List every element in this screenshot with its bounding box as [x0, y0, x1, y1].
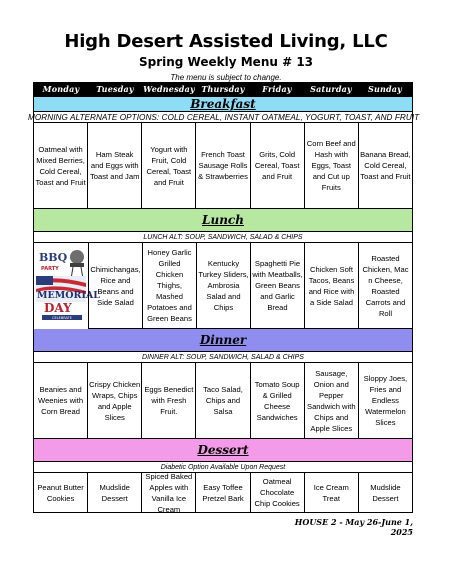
- lunch-friday: Spaghetti Pie with Meatballs, Green Beans and Garlic Bread: [250, 243, 304, 328]
- dinner-saturday: Sausage, Onion and Pepper Sandwich with Chips and Apple Slices: [304, 363, 358, 438]
- lunch-label: Lunch: [202, 213, 244, 227]
- dessert-thursday: Easy Toffee Pretzel Bark: [195, 473, 249, 512]
- dinner-thursday: Taco Salad, Chips and Salsa: [195, 363, 249, 438]
- breakfast-sunday: Banana Bread, Cold Cereal, Toast and Fruit: [358, 123, 412, 208]
- breakfast-row: [34, 122, 412, 208]
- dessert-diabetic-note: Diabetic Option Available Upon Request: [34, 461, 412, 472]
- dinner-wednesday: Eggs Benedict with Fresh Fruit.: [141, 363, 195, 438]
- breakfast-tuesday: Ham Steak and Eggs with Toast and Jam: [87, 123, 141, 208]
- dessert-row: [34, 472, 412, 512]
- breakfast-band: [34, 96, 412, 111]
- lunch-tuesday: Chimichangas, Rice and Beans and Side Salad: [88, 243, 142, 328]
- dinner-row: [34, 362, 412, 438]
- dessert-friday: Oatmeal Chocolate Chip Cookies: [250, 473, 304, 512]
- dinner-sunday: Sloppy Joes, Fries and Endless Watermelon Slices: [358, 363, 412, 438]
- day-saturday: Saturday: [310, 84, 352, 94]
- menu-grid: [28, 82, 420, 514]
- dinner-monday: Beanies and Weenies with Corn Bread: [38, 385, 84, 416]
- day-thursday: Thursday: [201, 84, 245, 94]
- lunch-monday-holiday-image: [34, 243, 100, 328]
- page-title: High Desert Assisted Living, LLC: [64, 31, 388, 52]
- breakfast-label: Breakfast: [190, 97, 256, 111]
- lunch-row: [34, 242, 412, 328]
- svg-text:CELEBRATE: CELEBRATE: [52, 315, 72, 320]
- dinner-band: [34, 328, 412, 351]
- dessert-sunday: Mudslide Dessert: [358, 473, 412, 512]
- dinner-tuesday: Crispy Chicken Wraps, Chips and Apple Slices: [87, 363, 141, 438]
- bbq-party-memorial-day-image: [34, 243, 100, 329]
- lunch-saturday: Chicken Soft Tacos, Beans and Rice with a Side Salad: [304, 243, 358, 328]
- dessert-tuesday: Mudslide Dessert: [87, 473, 141, 512]
- svg-text:PARTY: PARTY: [41, 265, 59, 272]
- day-monday: Monday: [42, 84, 80, 94]
- breakfast-saturday: Corn Beef and Hash with Eggs, Toast and Cut up Fruits: [304, 123, 358, 208]
- lunch-alt-options: LUNCH ALT: SOUP, SANDWICH, SALAD & CHIPS: [34, 231, 412, 242]
- day-friday: Friday: [262, 84, 292, 94]
- dessert-band: [34, 438, 412, 461]
- svg-text:MEMORIAL: MEMORIAL: [37, 289, 100, 301]
- lunch-band: [34, 208, 412, 231]
- dinner-alt-options: DINNER ALT: SOUP, SANDWICH, SALAD & CHIPS: [34, 351, 412, 362]
- lunch-thursday: Kentucky Turkey Sliders, Ambrosia Salad and Chips: [196, 243, 250, 328]
- day-sunday: Sunday: [367, 84, 403, 94]
- day-tuesday: Tuesday: [96, 84, 134, 94]
- dessert-wednesday: Spiced Baked Apples with Vanilla Ice Cream: [141, 473, 195, 512]
- subject-to-change-note: The menu is subject to change.: [170, 73, 282, 82]
- breakfast-wednesday: Yogurt with Fruit, Cold Cereal, Toast and Fruit: [141, 123, 195, 208]
- lunch-sunday: Roasted Chicken, Mac n Cheese, Roasted Carrots and Roll: [358, 243, 412, 328]
- lunch-wednesday: Honey Garlic Grilled Chicken Thighs, Mashed Potatoes and Green Beans: [142, 243, 196, 328]
- dinner-label: Dinner: [199, 333, 247, 347]
- dessert-label: Dessert: [197, 443, 249, 457]
- dinner-friday: Tomato Soup & Grilled Cheese Sandwiches: [250, 363, 304, 438]
- breakfast-thursday: French Toast Sausage Rolls & Strawberries: [195, 123, 249, 208]
- dessert-monday: Peanut Butter Cookies: [37, 482, 84, 503]
- breakfast-friday: Grits, Cold Cereal, Toast and Fruit: [250, 123, 304, 208]
- breakfast-monday: Oatmeal with Mixed Berries, Cold Cereal, Toast and Fruit: [35, 144, 86, 187]
- menu-subtitle: Spring Weekly Menu # 13: [138, 55, 314, 69]
- dessert-saturday: Ice Cream Treat: [304, 473, 358, 512]
- day-header-row: [34, 83, 412, 96]
- day-wednesday: Wednesday: [143, 84, 195, 94]
- svg-text:DAY: DAY: [44, 300, 72, 315]
- svg-text:BBQ: BBQ: [39, 250, 68, 264]
- breakfast-alt-options: MORNING ALTERNATE OPTIONS: COLD CEREAL, INSTANT OATMEAL, YOGURT, TOAST, AND FRUIT: [28, 113, 420, 122]
- house-date-footer: HOUSE 2 - May 26-June 1, 2025: [294, 517, 413, 537]
